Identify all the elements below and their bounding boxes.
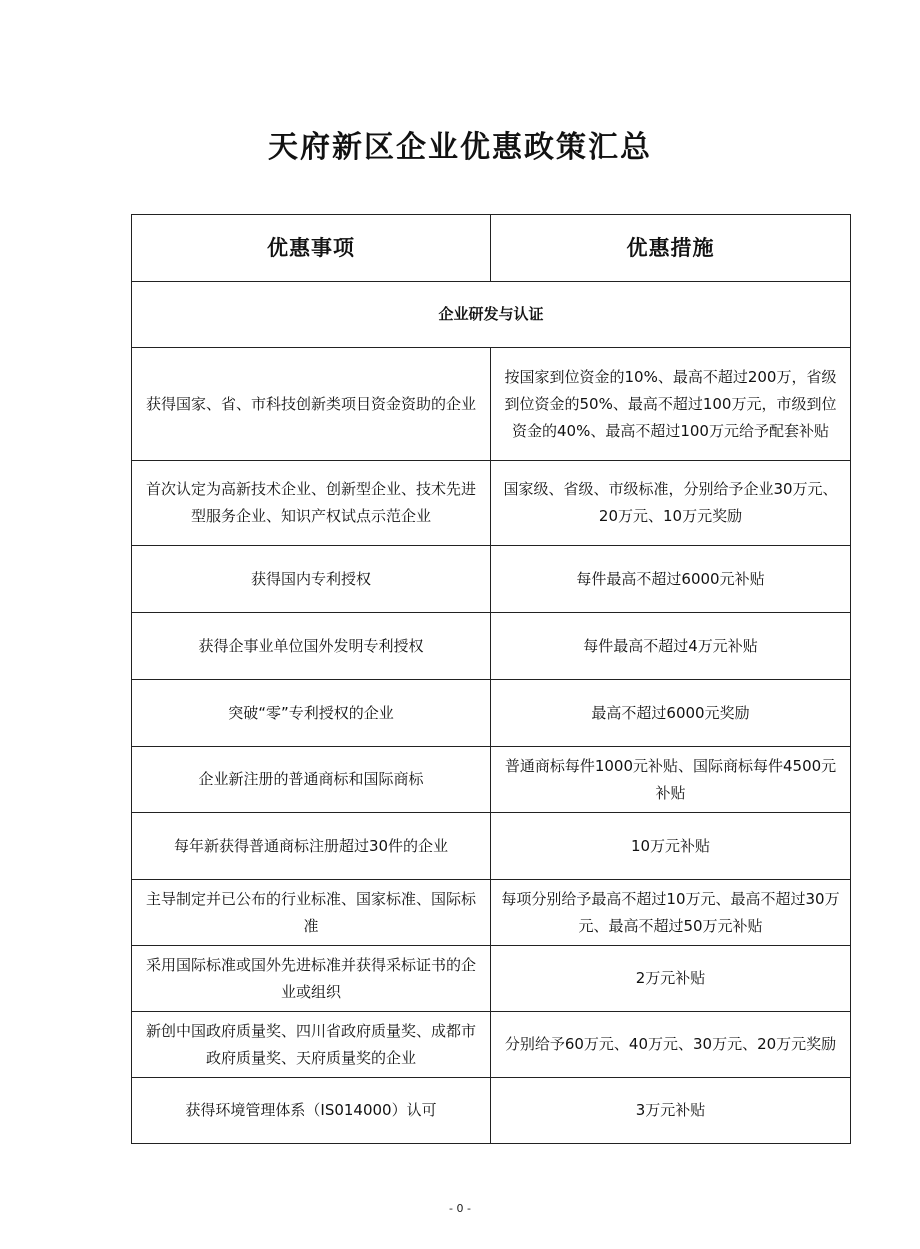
row-item: 主导制定并已公布的行业标准、国家标准、国际标准 [132, 880, 491, 946]
page-number: - 0 - [449, 1202, 471, 1215]
header-measure: 优惠措施 [491, 215, 851, 282]
row-measure: 国家级、省级、市级标准，分别给予企业30万元、20万元、10万元奖励 [491, 461, 851, 546]
row-item: 获得国内专利授权 [132, 546, 491, 613]
row-measure: 普通商标每件1000元补贴、国际商标每件4500元补贴 [491, 747, 851, 813]
header-item: 优惠事项 [132, 215, 491, 282]
row-item: 获得环境管理体系（IS014000）认可 [132, 1078, 491, 1144]
row-item: 采用国际标准或国外先进标准并获得采标证书的企业或组织 [132, 946, 491, 1012]
row-item: 每年新获得普通商标注册超过30件的企业 [132, 813, 491, 880]
table-row [132, 747, 851, 813]
row-measure: 3万元补贴 [491, 1078, 851, 1144]
row-measure: 10万元补贴 [491, 813, 851, 880]
section-row [132, 282, 851, 348]
row-item: 企业新注册的普通商标和国际商标 [132, 747, 491, 813]
row-measure: 分别给予60万元、40万元、30万元、20万元奖励 [491, 1012, 851, 1078]
row-measure: 按国家到位资金的10%、最高不超过200万，省级到位资金的50%、最高不超过100万元，市级到位资金的40%、最高不超过100万元给予配套补贴 [491, 348, 851, 461]
table-row [132, 680, 851, 747]
row-item: 获得企事业单位国外发明专利授权 [132, 613, 491, 680]
table-row [132, 946, 851, 1012]
row-measure: 每件最高不超过4万元补贴 [491, 613, 851, 680]
table-row [132, 880, 851, 946]
table-row [132, 546, 851, 613]
row-item: 首次认定为高新技术企业、创新型企业、技术先进型服务企业、知识产权试点示范企业 [132, 461, 491, 546]
row-measure: 每项分别给予最高不超过10万元、最高不超过30万元、最高不超过50万元补贴 [491, 880, 851, 946]
row-measure: 每件最高不超过6000元补贴 [491, 546, 851, 613]
table-header-row [132, 215, 851, 282]
row-item: 新创中国政府质量奖、四川省政府质量奖、成都市政府质量奖、天府质量奖的企业 [132, 1012, 491, 1078]
policy-table [131, 214, 851, 1144]
table-row [132, 1078, 851, 1144]
row-item: 获得国家、省、市科技创新类项目资金资助的企业 [132, 348, 491, 461]
row-measure: 2万元补贴 [491, 946, 851, 1012]
table-row [132, 1012, 851, 1078]
table-row [132, 613, 851, 680]
document-title: 天府新区企业优惠政策汇总 [268, 130, 652, 165]
table-row [132, 813, 851, 880]
table-row [132, 348, 851, 461]
table-row [132, 461, 851, 546]
row-measure: 最高不超过6000元奖励 [491, 680, 851, 747]
section-title: 企业研发与认证 [132, 282, 851, 348]
row-item: 突破“零”专利授权的企业 [132, 680, 491, 747]
